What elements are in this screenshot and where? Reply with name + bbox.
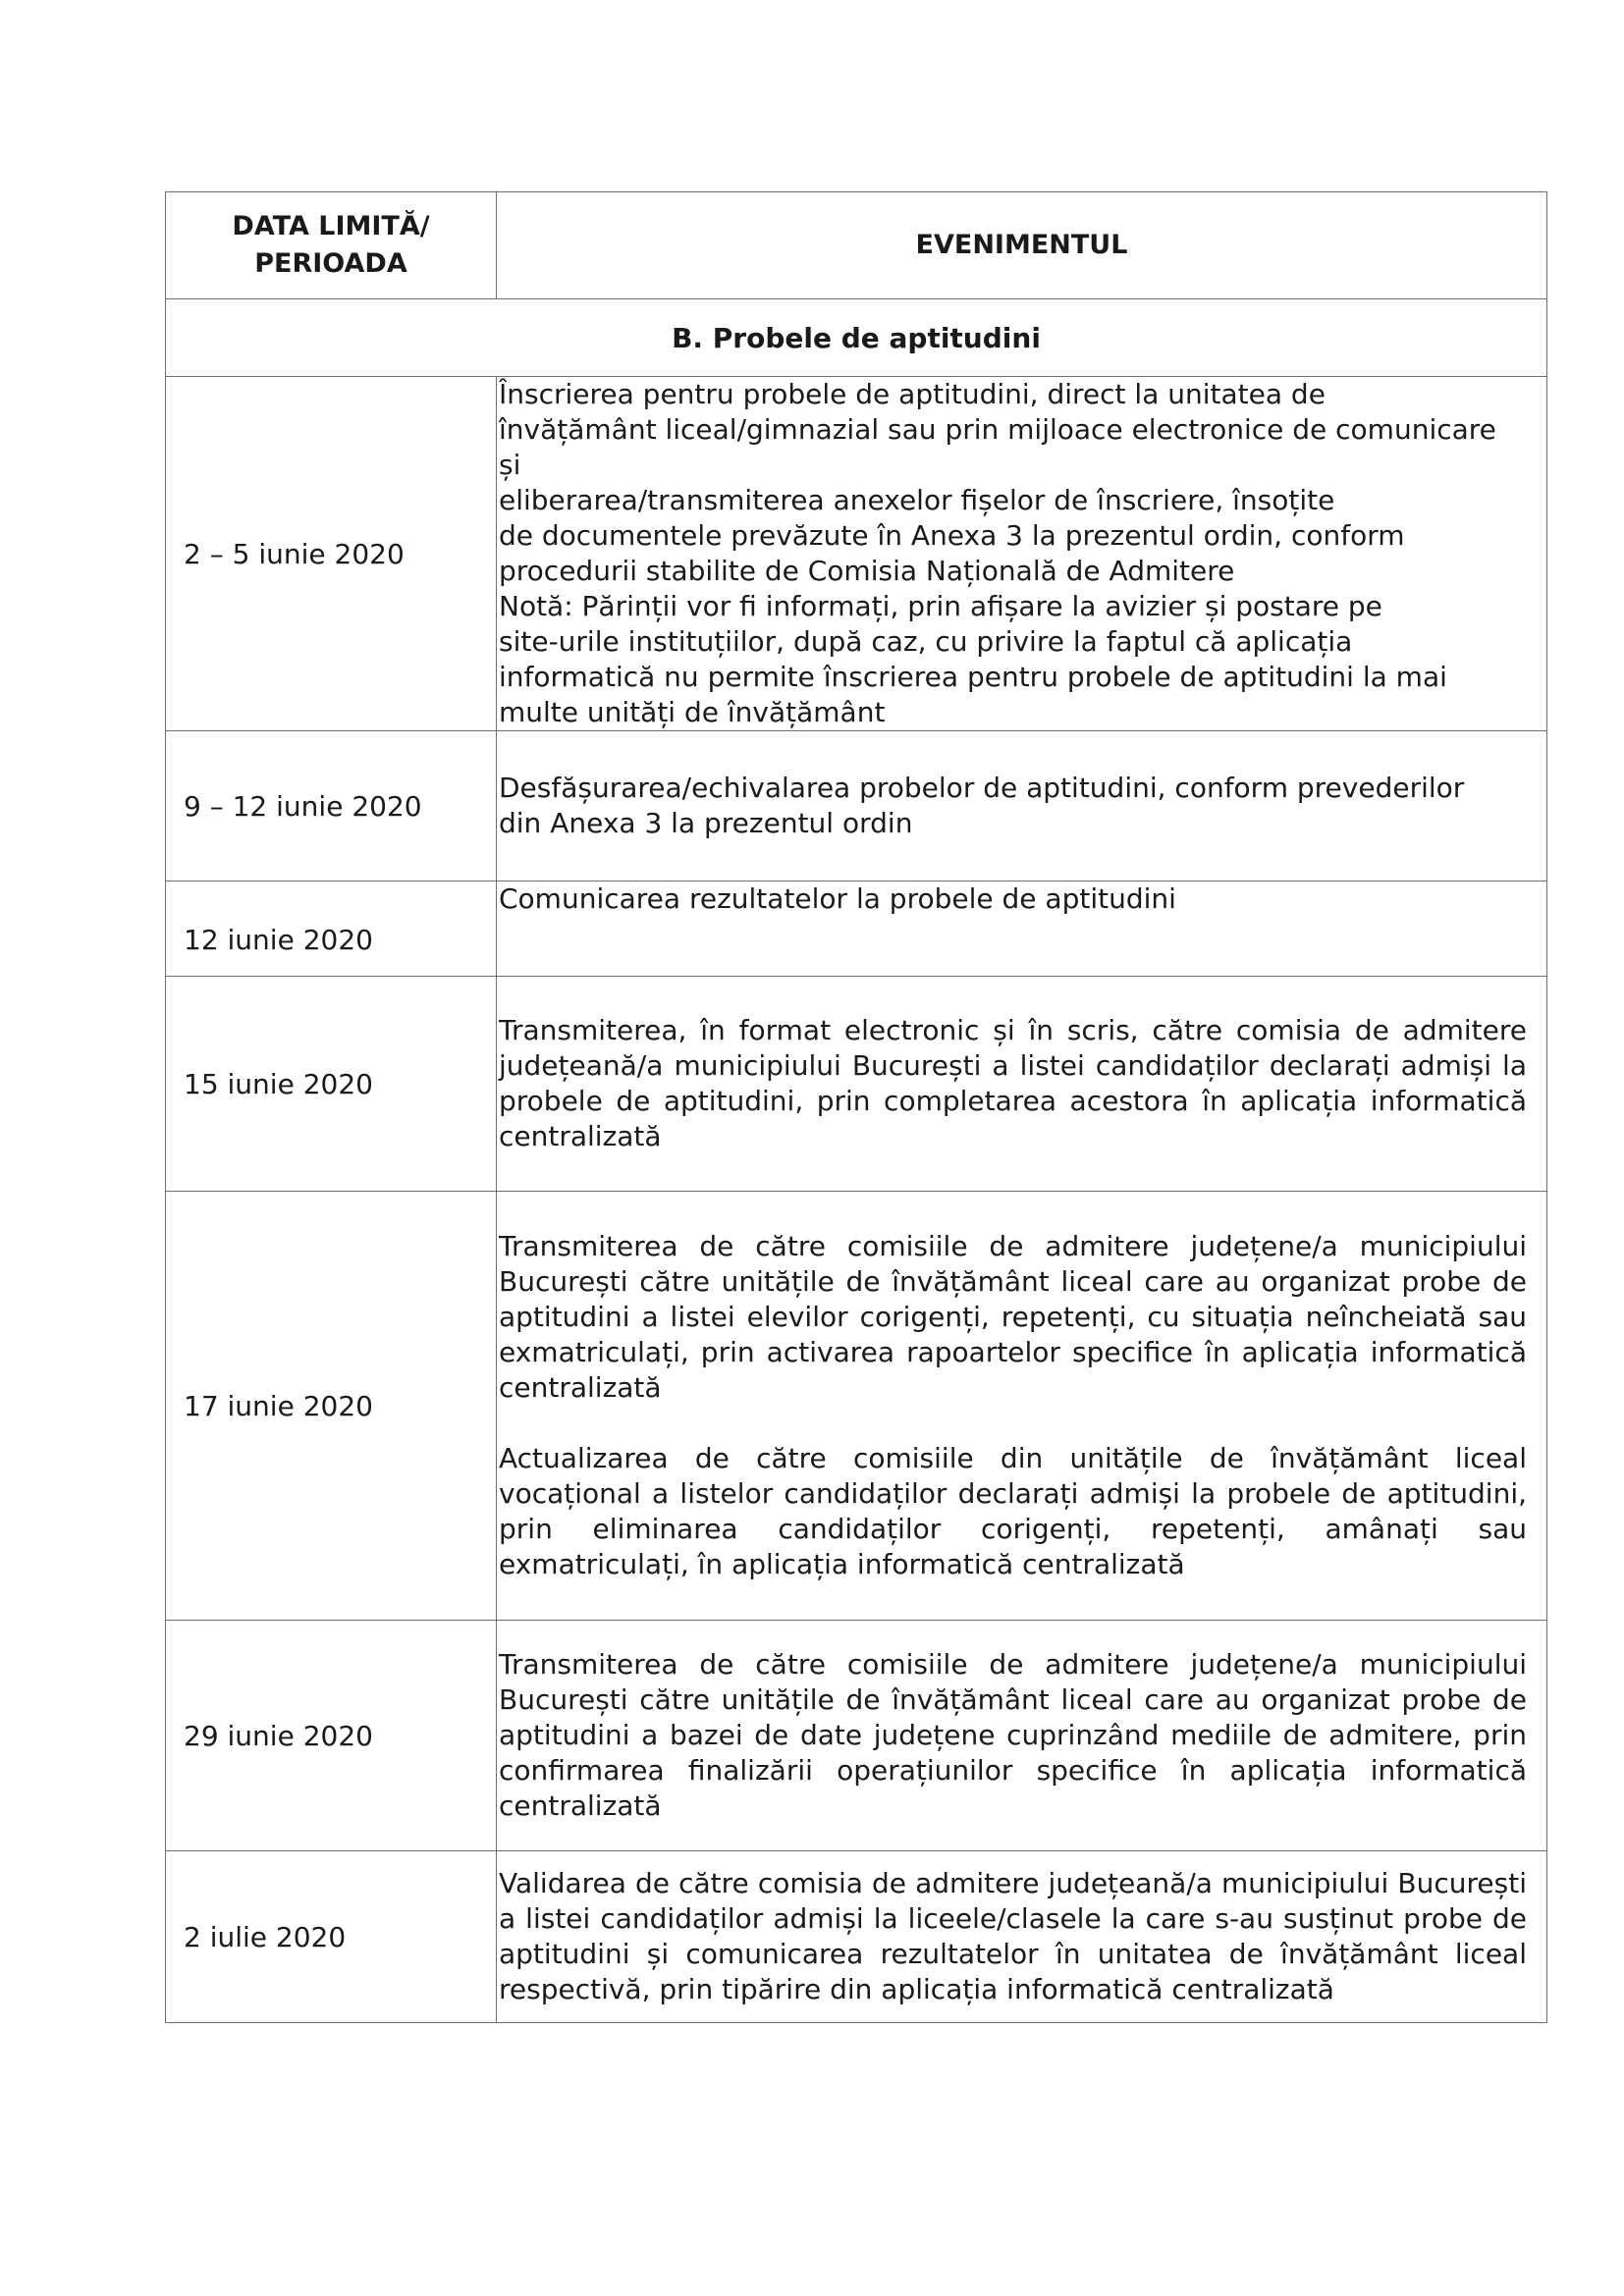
row-event (497, 977, 1547, 1192)
header-date-period (166, 192, 497, 299)
event-paragraph-2: Actualizarea de către comisiile din unitățile de învățământ liceal vocațional a listelor candidaților declarați admiși la probele de aptitudini, prin eliminarea candidaților corigenți, repetenți, amânați sau exmatriculați, în aplicația informatică centralizată (499, 1442, 1527, 1580)
row-date: 17 iunie 2020 (166, 1192, 497, 1621)
section-row (166, 299, 1547, 377)
table-header-row (166, 192, 1547, 299)
table-row (166, 377, 1547, 731)
event-text: Transmiterea, în format electronic și în scris, către comisia de admitere județeană/a municipiului București a listei candidaților declarați admiși la probele de aptitudini, prin completarea acestora în aplicația informatică centralizată (499, 1014, 1527, 1152)
row-event (497, 1192, 1547, 1621)
table-row (166, 977, 1547, 1192)
header-date-line1: DATA LIMITĂ/ (232, 211, 430, 241)
note-line: Notă: Părinții vor fi informați, prin afișare la avizier și postare pe (499, 590, 1382, 622)
row-date: 15 iunie 2020 (166, 977, 497, 1192)
event-text: Transmiterea de către comisiile de admitere județene/a municipiului București către unitățile de învățământ liceal care au organizat probe de aptitudini a bazei de date județene cuprinzând mediile de admitere, prin confirmarea finalizării operațiunilor specifice în aplicația informatică centralizată (499, 1648, 1527, 1822)
schedule-table (165, 191, 1547, 2023)
row-date: 9 – 12 iunie 2020 (166, 731, 497, 881)
section-title: B. Probele de aptitudini (166, 299, 1547, 377)
table-row (166, 881, 1547, 977)
event-text: Comunicarea rezultatelor la probele de aptitudini (499, 882, 1176, 915)
note-line: multe unități de învățământ (499, 696, 886, 728)
row-event (497, 377, 1547, 731)
row-event (497, 1621, 1547, 1851)
note-line: site-urile instituțiilor, după caz, cu privire la faptul că aplicația (499, 625, 1353, 658)
row-date: 2 – 5 iunie 2020 (166, 377, 497, 731)
table-row (166, 731, 1547, 881)
row-event (497, 881, 1547, 977)
row-date: 29 iunie 2020 (166, 1621, 497, 1851)
note-line: informatică nu permite înscrierea pentru probele de aptitudini la mai (499, 661, 1447, 693)
row-date: 12 iunie 2020 (166, 881, 497, 977)
header-event: EVENIMENTUL (497, 192, 1547, 299)
table-row (166, 1621, 1547, 1851)
event-line: eliberarea/transmiterea anexelor fișelor de înscriere, însoțite (499, 484, 1335, 516)
header-date-line2: PERIOADA (254, 248, 407, 279)
row-event (497, 731, 1547, 881)
event-line: de documentele prevăzute în Anexa 3 la prezentul ordin, conform (499, 519, 1405, 552)
table-row (166, 1192, 1547, 1621)
event-line: învățământ liceal/gimnazial sau prin mijloace electronice de comunicare și (499, 413, 1496, 481)
event-text: Validarea de către comisia de admitere județeană/a municipiului București a listei candidaților admiși la liceele/clasele la care s-au susținut probe de aptitudini și comunicarea rezultatelor în unitatea de învățământ liceal respectivă, prin tipărire din aplicația informatică centralizată (499, 1867, 1527, 2005)
event-line: Desfășurarea/echivalarea probelor de aptitudini, conform prevederilor (499, 772, 1465, 804)
event-line: procedurii stabilite de Comisia Națională de Admitere (499, 555, 1235, 587)
table-row (166, 1851, 1547, 2023)
event-line: Înscrierea pentru probele de aptitudini, direct la unitatea de (499, 378, 1326, 410)
paragraph-gap (499, 1406, 1527, 1441)
event-line: din Anexa 3 la prezentul ordin (499, 807, 913, 839)
row-event (497, 1851, 1547, 2023)
event-paragraph-1: Transmiterea de către comisiile de admitere județene/a municipiului București către unitățile de învățământ liceal care au organizat probe de aptitudini a listei elevilor corigenți, repetenți, cu situația neîncheiată sau exmatriculați, prin activarea rapoartelor specifice în aplicația informatică centralizată (499, 1230, 1527, 1404)
row-date: 2 iulie 2020 (166, 1851, 497, 2023)
